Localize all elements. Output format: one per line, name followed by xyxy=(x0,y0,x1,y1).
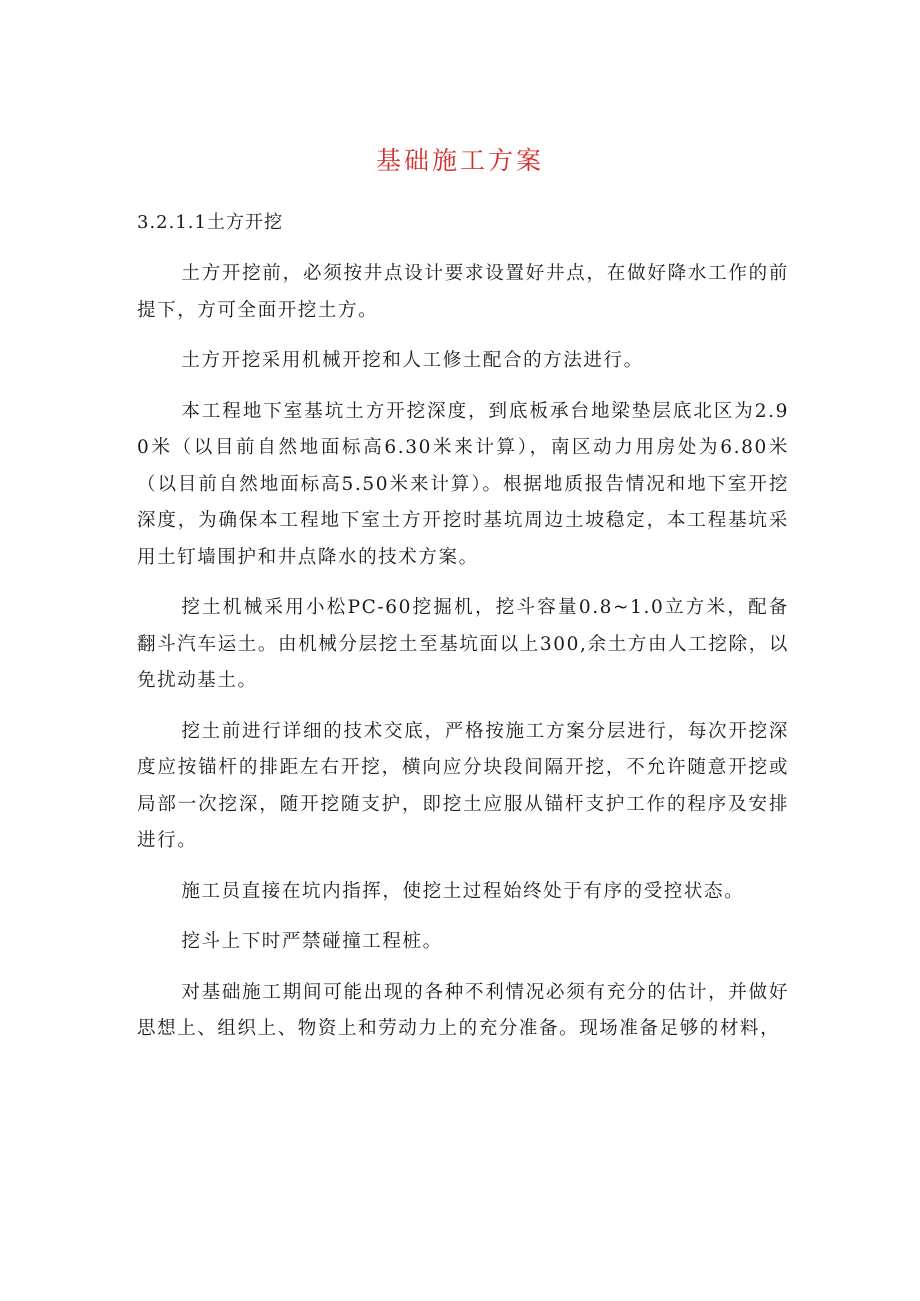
paragraph-2: 土方开挖采用机械开挖和人工修土配合的方法进行。 xyxy=(181,350,644,371)
paragraph-4: 挖土机械采用小松PC-60挖掘机，挖斗容量0.8~1.0立方米，配备翻斗汽车运土。由机械分层挖土至基坑面以上300,余土方由人工挖除，以免扰动基土。 xyxy=(137,597,789,691)
paragraph-7: 挖斗上下时严禁碰撞工程桩。 xyxy=(181,931,443,952)
document-title: 基础施工方案 xyxy=(375,146,544,175)
section-heading: 3.2.1.1土方开挖 xyxy=(137,212,283,233)
paragraph-5: 挖土前进行详细的技术交底，严格按施工方案分层进行，每次开挖深度应按锚杆的排距左右开挖，横向应分块段间隔开挖，不允许随意开挖或局部一次挖深，随开挖随支护，即挖土应服从锚杆支护工作的程序及安排进行。 xyxy=(137,720,789,851)
paragraph-6: 施工员直接在坑内指挥，使挖土过程始终处于有序的受控状态。 xyxy=(181,880,745,902)
paragraph-1: 土方开挖前，必须按井点设计要求设置好井点，在做好降水工作的前提下，方可全面开挖土方。 xyxy=(137,263,789,321)
document-body xyxy=(137,256,789,1062)
paragraph-3: 本工程地下室基坑土方开挖深度，到底板承台地梁垫层底北区为2.90米（以目前自然地面标高6.30米来计算），南区动力用房处为6.80米（以目前自然地面标高5.50米来计算）。根据地质报告情况和地下室开挖深度，为确保本工程地下室土方开挖时基坑周边土坡稳定，本工程基坑采用土钉墙围护和井点降水的技术方案。 xyxy=(137,400,789,568)
paragraph-8: 对基础施工期间可能出现的各种不利情况必须有充分的估计，并做好思想上、组织上、物资上和劳动力上的充分准备。现场准备足够的材料， xyxy=(137,981,789,1039)
